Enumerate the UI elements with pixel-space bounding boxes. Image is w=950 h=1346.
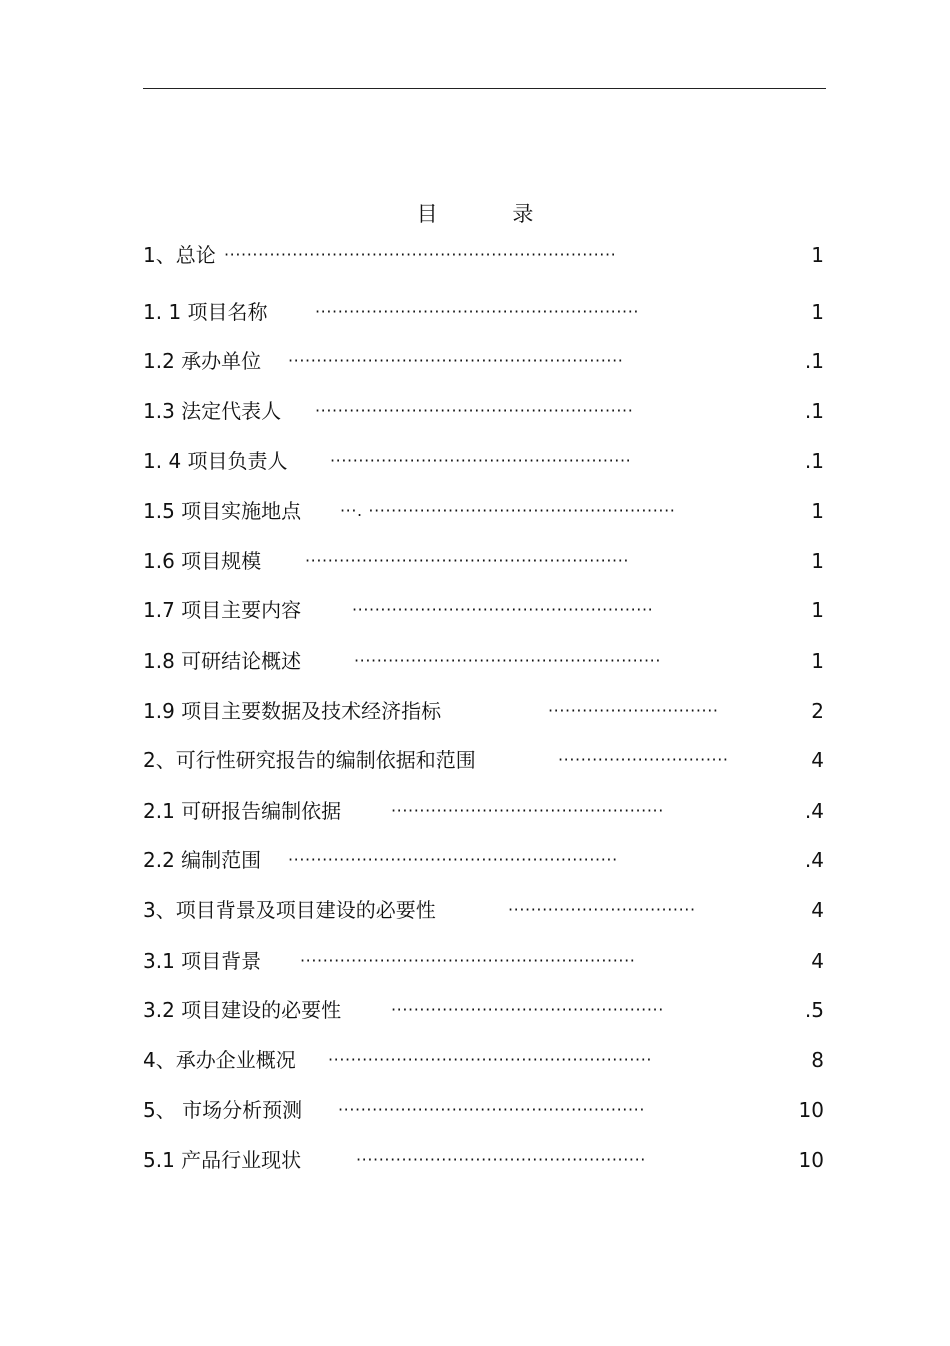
toc-entry[interactable] (0, 796, 950, 826)
entry-leader: ··························································· (288, 351, 624, 370)
entry-page: 1 (811, 300, 824, 324)
entry-leader: ······················································ (338, 1100, 646, 1119)
entry-label: 3.1 项目背景 (143, 949, 262, 973)
toc-entry[interactable] (0, 1045, 950, 1075)
entry-leader: ·························································· (288, 850, 618, 869)
entry-leader: ······························ (548, 701, 719, 720)
toc-entry[interactable] (0, 995, 950, 1025)
entry-label: 5.1 产品行业现状 (143, 1148, 302, 1172)
entry-page: .5 (804, 998, 824, 1022)
entry-label: 2.2 编制范围 (143, 848, 262, 872)
entry-page: .1 (804, 399, 824, 423)
entry-label: 1.9 项目主要数据及技术经济指标 (143, 699, 442, 723)
toc-entry[interactable] (0, 895, 950, 925)
entry-page: 10 (798, 1148, 824, 1172)
entry-page: .1 (804, 449, 824, 473)
toc-entry[interactable] (0, 646, 950, 676)
toc-entry[interactable] (0, 240, 950, 270)
entry-label: 1.2 承办单位 (143, 349, 262, 373)
entry-leader: ························································· (305, 551, 630, 570)
entry-leader: ······················································ (354, 651, 662, 670)
entry-leader: ················································ (391, 1000, 664, 1019)
toc-entry[interactable] (0, 696, 950, 726)
entry-leader: ························································ (315, 401, 634, 420)
entry-label: 5、 市场分析预测 (143, 1098, 303, 1122)
entry-leader: ····················································· (352, 600, 654, 619)
toc-title: 目 录 (416, 202, 568, 226)
entry-label: 1.8 可研结论概述 (143, 649, 302, 673)
entry-label: 1.5 项目实施地点 (143, 499, 302, 523)
entry-page: 8 (811, 1048, 824, 1072)
entry-page: .4 (804, 848, 824, 872)
entry-label: 1.6 项目规模 (143, 549, 262, 573)
toc-entry[interactable] (0, 446, 950, 476)
entry-label: 3.2 项目建设的必要性 (143, 998, 342, 1022)
entry-leader: ················································ (391, 801, 664, 820)
toc-entry[interactable] (0, 946, 950, 976)
entry-leader: ··························································· (300, 951, 636, 970)
entry-label: 1. 4 项目负责人 (143, 449, 288, 473)
toc-entry[interactable] (0, 546, 950, 576)
entry-page: 4 (811, 898, 824, 922)
entry-page: 1 (811, 549, 824, 573)
toc-entry[interactable] (0, 496, 950, 526)
entry-page: .1 (804, 349, 824, 373)
entry-leader: ································· (508, 900, 696, 919)
entry-label: 3、项目背景及项目建设的必要性 (143, 898, 436, 922)
entry-label: 2.1 可研报告编制依据 (143, 799, 342, 823)
entry-leader: ··················································· (356, 1150, 646, 1169)
entry-page: 1 (811, 499, 824, 523)
toc-entry[interactable] (0, 396, 950, 426)
toc-entry[interactable] (0, 1095, 950, 1125)
entry-label: 1. 1 项目名称 (143, 300, 268, 324)
entry-page: 4 (811, 748, 824, 772)
entry-leader: ························································· (328, 1050, 653, 1069)
entry-label: 1、总论 (143, 243, 216, 267)
toc-entry[interactable] (0, 297, 950, 327)
entry-page: .4 (804, 799, 824, 823)
entry-label: 1.7 项目主要内容 (143, 598, 302, 622)
toc-entry[interactable] (0, 346, 950, 376)
entry-page: 1 (811, 243, 824, 267)
entry-page: 1 (811, 649, 824, 673)
toc-entry[interactable] (0, 745, 950, 775)
toc-entry[interactable] (0, 1145, 950, 1175)
entry-page: 10 (798, 1098, 824, 1122)
entry-page: 1 (811, 598, 824, 622)
entry-label: 2、可行性研究报告的编制依据和范围 (143, 748, 476, 772)
entry-label: 1.3 法定代表人 (143, 399, 282, 423)
entry-leader: ························································· (315, 302, 640, 321)
entry-leader: ····················································· (330, 451, 632, 470)
entry-page: 2 (811, 699, 824, 723)
entry-page: 4 (811, 949, 824, 973)
entry-label: 4、承办企业概况 (143, 1048, 296, 1072)
entry-leader: ···. ······················································ (340, 501, 676, 520)
toc-entry[interactable] (0, 595, 950, 625)
entry-leader: ······························ (558, 750, 729, 769)
toc-entry[interactable] (0, 845, 950, 875)
entry-leader: ····································································· (224, 245, 617, 264)
